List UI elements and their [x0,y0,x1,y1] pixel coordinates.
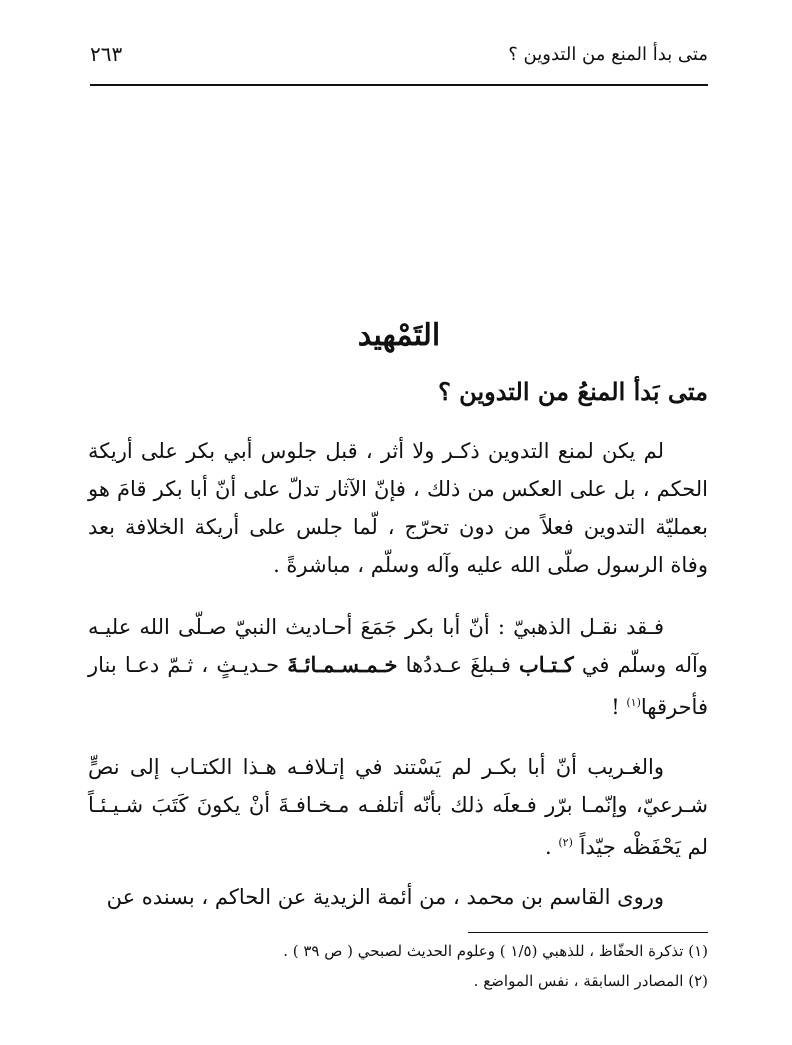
paragraph-1 [88,432,708,584]
paragraph-3 [88,748,708,866]
footnote-divider [468,932,708,933]
footnote-ref-2[interactable]: (٢) [558,836,573,849]
footnote-1: (١) تذكرة الحفّاظ ، للذهبي (١/٥ ) وعلوم الحديث لصبحي ( ص ٣٩ ) . [283,942,708,960]
paragraph-2-part-1: فـقد نقـل الذهبيّ : أنّ أبا بكر جَمَعَ أحـاديث النبيّ صـلّى الله عليـه وآله وسلّم في [88,615,708,677]
footnote-2: (٢) المصادر السابقة ، نفس المواضع . [473,972,708,990]
paragraph-3-text [88,748,708,866]
paragraph-4 [88,878,708,916]
paragraph-3-end: . [545,835,559,859]
section-heading: التَمْهيد [357,318,441,353]
page-number: ٢٦٣ [90,42,123,66]
footnote-ref-1[interactable]: (١) [626,696,641,709]
paragraph-2-part-3: حـديـثٍ ، ثـمّ دعـا بنار فأحرقها [88,653,708,719]
running-header [90,40,708,84]
paragraph-2-text [88,608,708,726]
paragraph-2-end: ! [611,695,627,719]
paragraph-3-body: والغـريب أنّ أبا بكـر لم يَسْتند في إتـلافـه هـذا الكتـاب إلى نصٍّ شـرعيّ، وإنّمـا برّر فـعلَه ذلك بأنّه أتلفـه مـخـافـةَ أنْ يكونَ كَتَبَ شـيـئـاً لم يَحْفَظْه جيّداً [88,755,708,859]
running-header-title: متى بدأ المنع من التدوين ؟ [508,44,708,65]
paragraph-2-bold-book: كـتـاب [518,652,574,677]
paragraph-1-text: لم يكن لمنع التدوين ذكـر ولا أثر ، قبل جلوس أبي بكر على أريكة الحكم ، بل على العكس من ذلك ، فإنّ الآثار تدلّ على أنّ أبا بكر قامَ هو بعمليّة التدوين فعلاً من دون تحرّج ، لّما جلس على أريكة الخلافة بعد وفاة الرسول صلّى الله عليه وآله وسلّم ، مباشرةً . [88,439,708,577]
paragraph-4-text: وروى القاسم بن محمد ، من أئمة الزيدية عن الحاكم ، بسنده عن [106,885,664,909]
section-subheading: متى بَدأ المنعُ من التدوين ؟ [438,377,708,406]
paragraph-2 [88,608,708,726]
header-divider [90,84,708,86]
paragraph-2-bold-count: خـمـسـمـائـةَ [287,652,398,677]
paragraph-2-part-2: فـبلغَ عـددُها [405,653,511,677]
